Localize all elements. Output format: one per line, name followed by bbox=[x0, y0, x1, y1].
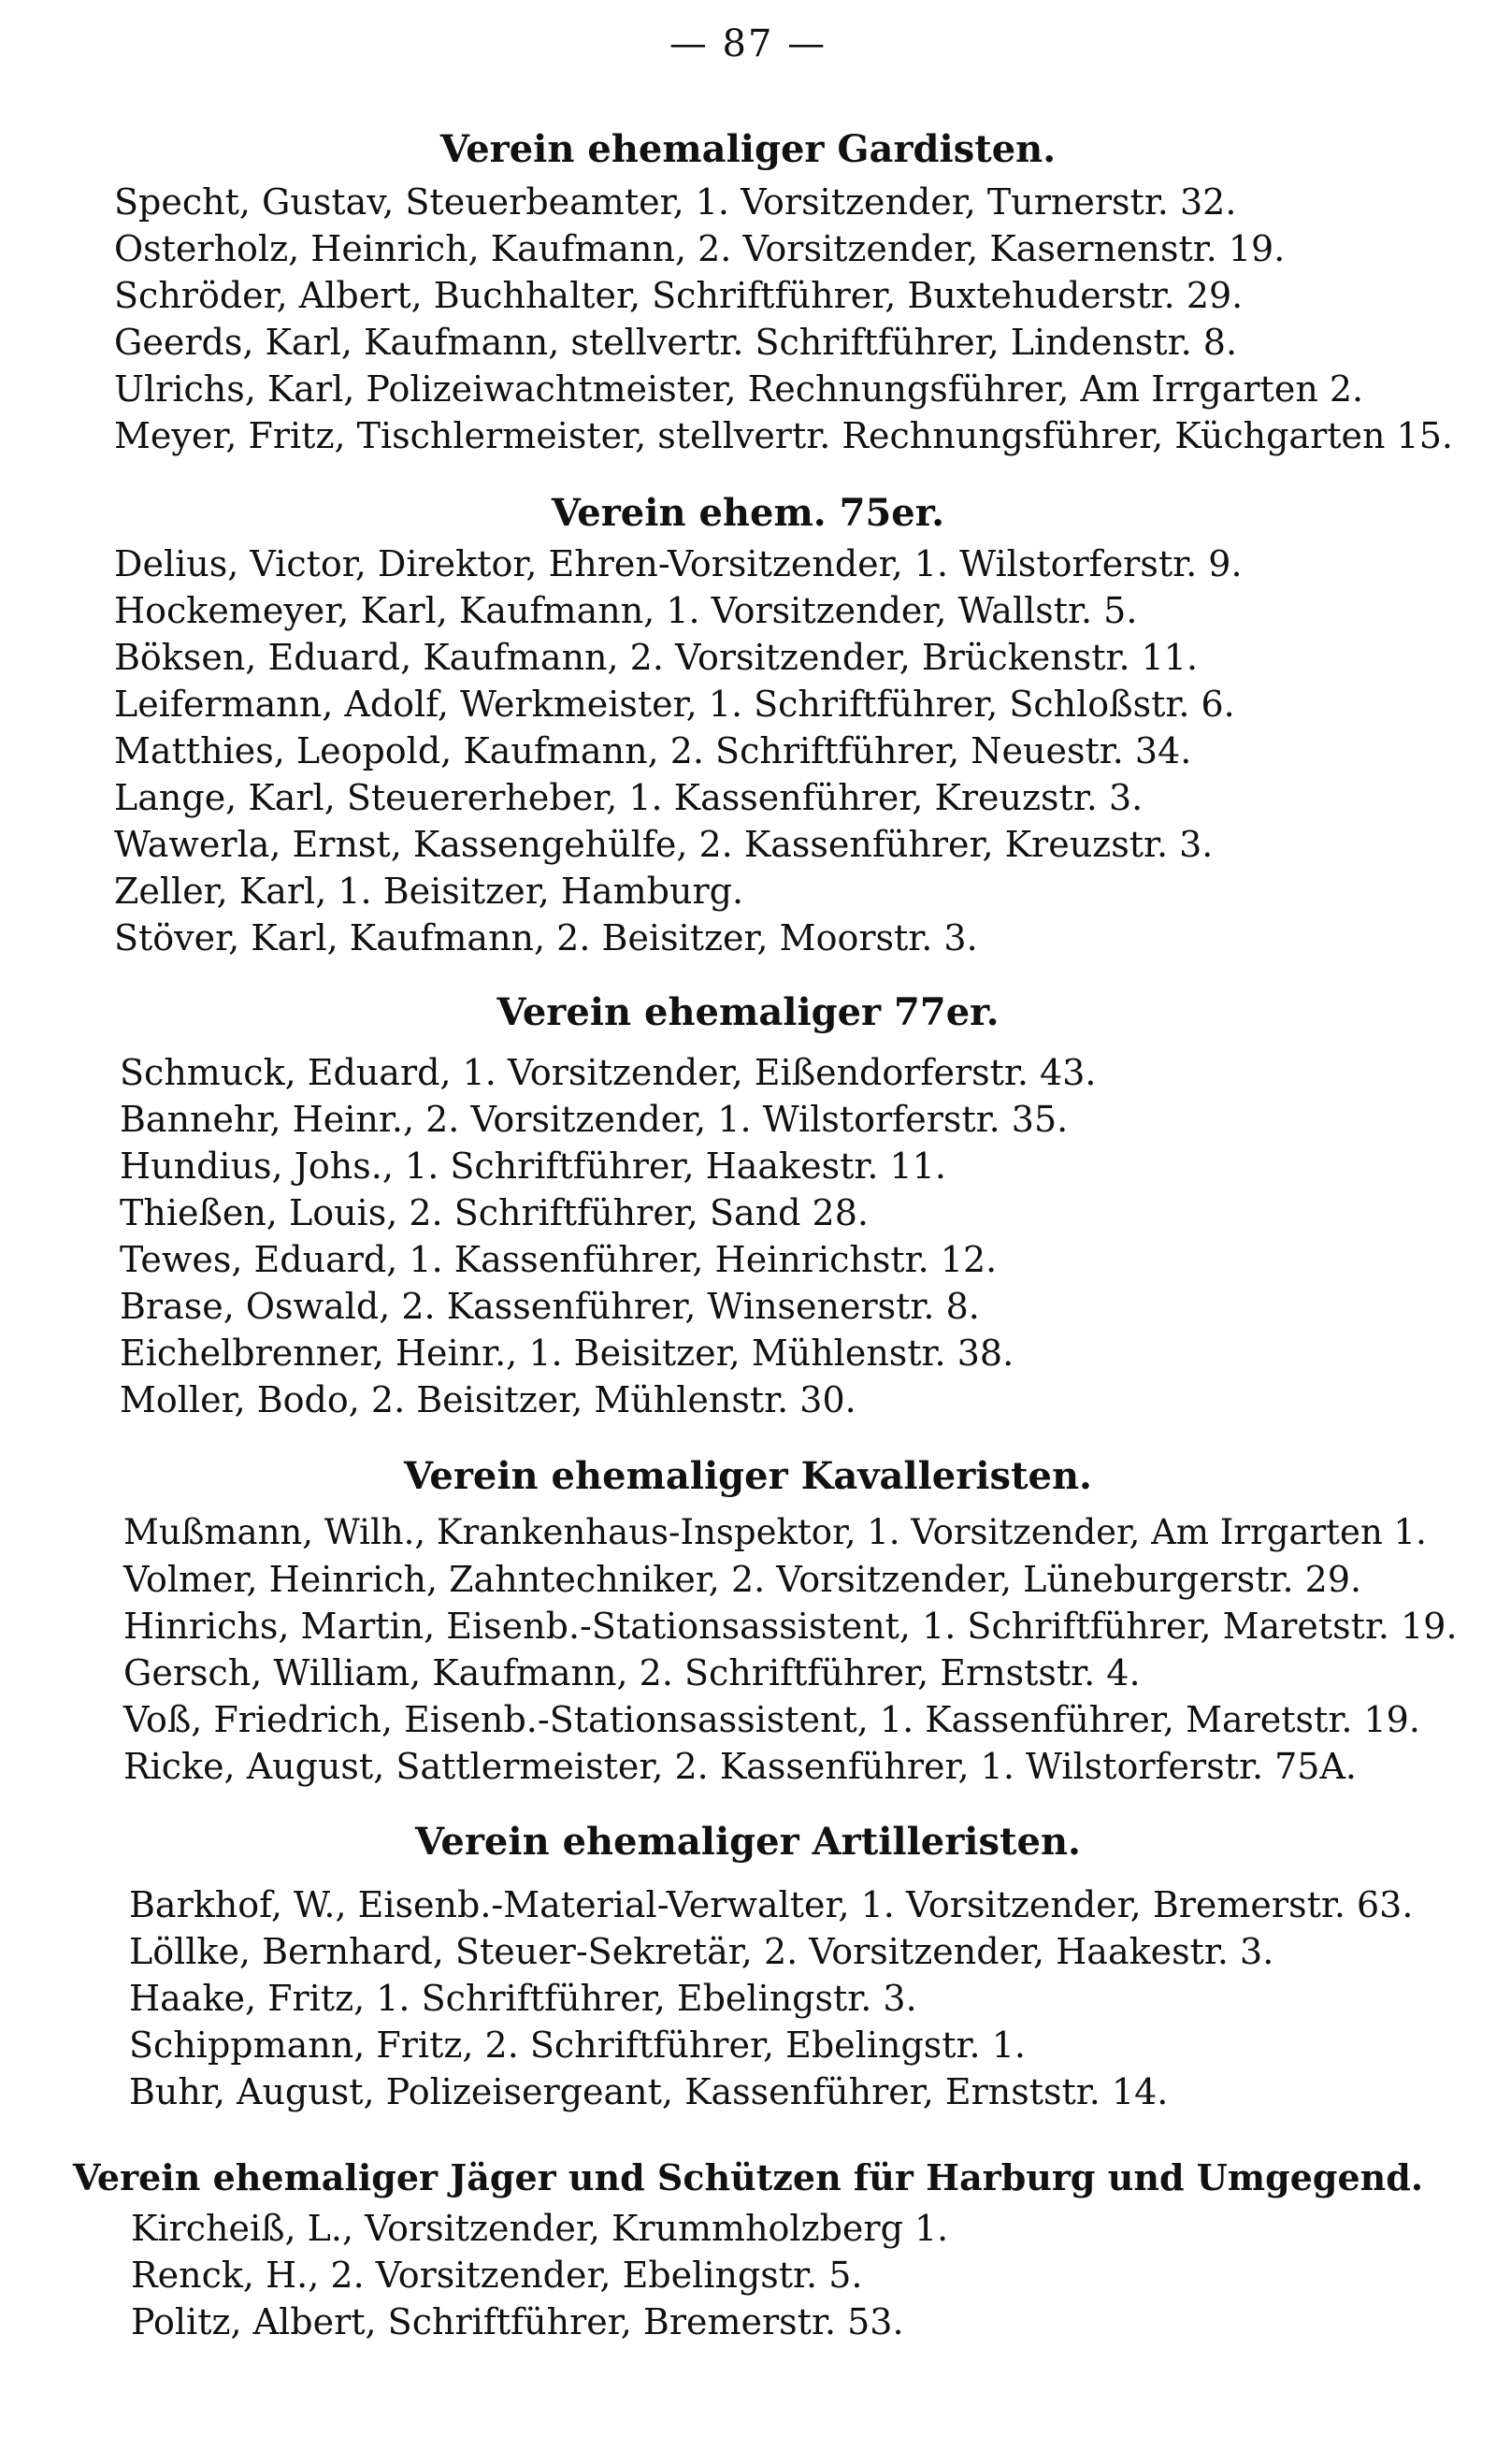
list-item: Thießen, Louis, 2. Schriftführer, Sand 28. bbox=[120, 1192, 869, 1233]
section-heading: Verein ehemaliger Jäger und Schützen für Harburg und Umgegend. bbox=[72, 2156, 1424, 2198]
list-item: Kircheiß, L., Vorsitzender, Krummholzberg 1. bbox=[131, 2208, 949, 2249]
list-item: Osterholz, Heinrich, Kaufmann, 2. Vorsitzender, Kasernenstr. 19. bbox=[114, 228, 1286, 269]
list-item: Gersch, William, Kaufmann, 2. Schriftführer, Ernststr. 4. bbox=[123, 1652, 1141, 1693]
page-number: — 87 — bbox=[669, 22, 827, 65]
list-item: Barkhof, W., Eisenb.-Material-Verwalter, 1. Vorsitzender, Bremerstr. 63. bbox=[129, 1884, 1414, 1925]
section-heading: Verein ehemaliger Artilleristen. bbox=[415, 1820, 1081, 1864]
list-item: Leifermann, Adolf, Werkmeister, 1. Schriftführer, Schloßstr. 6. bbox=[114, 684, 1235, 725]
list-item: Volmer, Heinrich, Zahntechniker, 2. Vorsitzender, Lüneburgerstr. 29. bbox=[123, 1559, 1362, 1600]
list-item: Politz, Albert, Schriftführer, Bremerstr. 53. bbox=[131, 2301, 904, 2342]
list-item: Hinrichs, Martin, Eisenb.-Stationsassistent, 1. Schriftführer, Maretstr. 19. bbox=[123, 1606, 1458, 1647]
list-item: Stöver, Karl, Kaufmann, 2. Beisitzer, Moorstr. 3. bbox=[114, 917, 978, 958]
list-item: Schippmann, Fritz, 2. Schriftführer, Ebelingstr. 1. bbox=[129, 2025, 1026, 2066]
section-heading: Verein ehemaliger Kavalleristen. bbox=[404, 1454, 1092, 1498]
list-item: Lange, Karl, Steuererheber, 1. Kassenführer, Kreuzstr. 3. bbox=[114, 777, 1144, 818]
list-item: Meyer, Fritz, Tischlermeister, stellvertr. Rechnungsführer, Küchgarten 15. bbox=[114, 415, 1453, 456]
list-item: Löllke, Bernhard, Steuer-Sekretär, 2. Vorsitzender, Haakestr. 3. bbox=[129, 1931, 1274, 1972]
list-item: Specht, Gustav, Steuerbeamter, 1. Vorsitzender, Turnerstr. 32. bbox=[114, 181, 1237, 223]
list-item: Matthies, Leopold, Kaufmann, 2. Schriftführer, Neuestr. 34. bbox=[114, 730, 1192, 771]
list-item: Renck, H., 2. Vorsitzender, Ebelingstr. 5. bbox=[131, 2255, 863, 2296]
section-heading: Verein ehem. 75er. bbox=[551, 491, 945, 535]
list-item: Hundius, Johs., 1. Schriftführer, Haakestr. 11. bbox=[120, 1146, 946, 1187]
list-item: Brase, Oswald, 2. Kassenführer, Winsenerstr. 8. bbox=[120, 1286, 980, 1327]
list-item: Schröder, Albert, Buchhalter, Schriftführer, Buxtehuderstr. 29. bbox=[114, 275, 1244, 316]
list-item: Moller, Bodo, 2. Beisitzer, Mühlenstr. 30. bbox=[120, 1379, 856, 1420]
list-item: Tewes, Eduard, 1. Kassenführer, Heinrichstr. 12. bbox=[120, 1239, 998, 1280]
list-item: Ulrichs, Karl, Polizeiwachtmeister, Rechnungsführer, Am Irrgarten 2. bbox=[114, 368, 1364, 410]
list-item: Wawerla, Ernst, Kassengehülfe, 2. Kassenführer, Kreuzstr. 3. bbox=[114, 824, 1214, 865]
list-item: Ricke, August, Sattlermeister, 2. Kassenführer, 1. Wilstorferstr. 75A. bbox=[123, 1746, 1357, 1787]
list-item: Eichelbrenner, Heinr., 1. Beisitzer, Mühlenstr. 38. bbox=[120, 1333, 1014, 1374]
list-item: Mußmann, Wilh., Krankenhaus-Inspektor, 1. Vorsitzender, Am Irrgarten 1. bbox=[123, 1512, 1427, 1552]
list-item: Delius, Victor, Direktor, Ehren-Vorsitzender, 1. Wilstorferstr. 9. bbox=[114, 543, 1243, 584]
list-item: Zeller, Karl, 1. Beisitzer, Hamburg. bbox=[114, 871, 744, 912]
list-item: Geerds, Karl, Kaufmann, stellvertr. Schriftführer, Lindenstr. 8. bbox=[114, 322, 1238, 363]
list-item: Bannehr, Heinr., 2. Vorsitzender, 1. Wilstorferstr. 35. bbox=[120, 1099, 1069, 1140]
list-item: Schmuck, Eduard, 1. Vorsitzender, Eißendorferstr. 43. bbox=[120, 1052, 1097, 1093]
section-heading: Verein ehemaliger 77er. bbox=[496, 990, 1000, 1034]
list-item: Buhr, August, Polizeisergeant, Kassenführer, Ernststr. 14. bbox=[129, 2071, 1169, 2112]
section-heading: Verein ehemaliger Gardisten. bbox=[439, 127, 1057, 171]
list-item: Haake, Fritz, 1. Schriftführer, Ebelingstr. 3. bbox=[129, 1978, 917, 2019]
list-item: Voß, Friedrich, Eisenb.-Stationsassistent, 1. Kassenführer, Maretstr. 19. bbox=[123, 1699, 1420, 1740]
list-item: Hockemeyer, Karl, Kaufmann, 1. Vorsitzender, Wallstr. 5. bbox=[114, 590, 1138, 631]
list-item: Böksen, Eduard, Kaufmann, 2. Vorsitzender, Brückenstr. 11. bbox=[114, 637, 1199, 678]
